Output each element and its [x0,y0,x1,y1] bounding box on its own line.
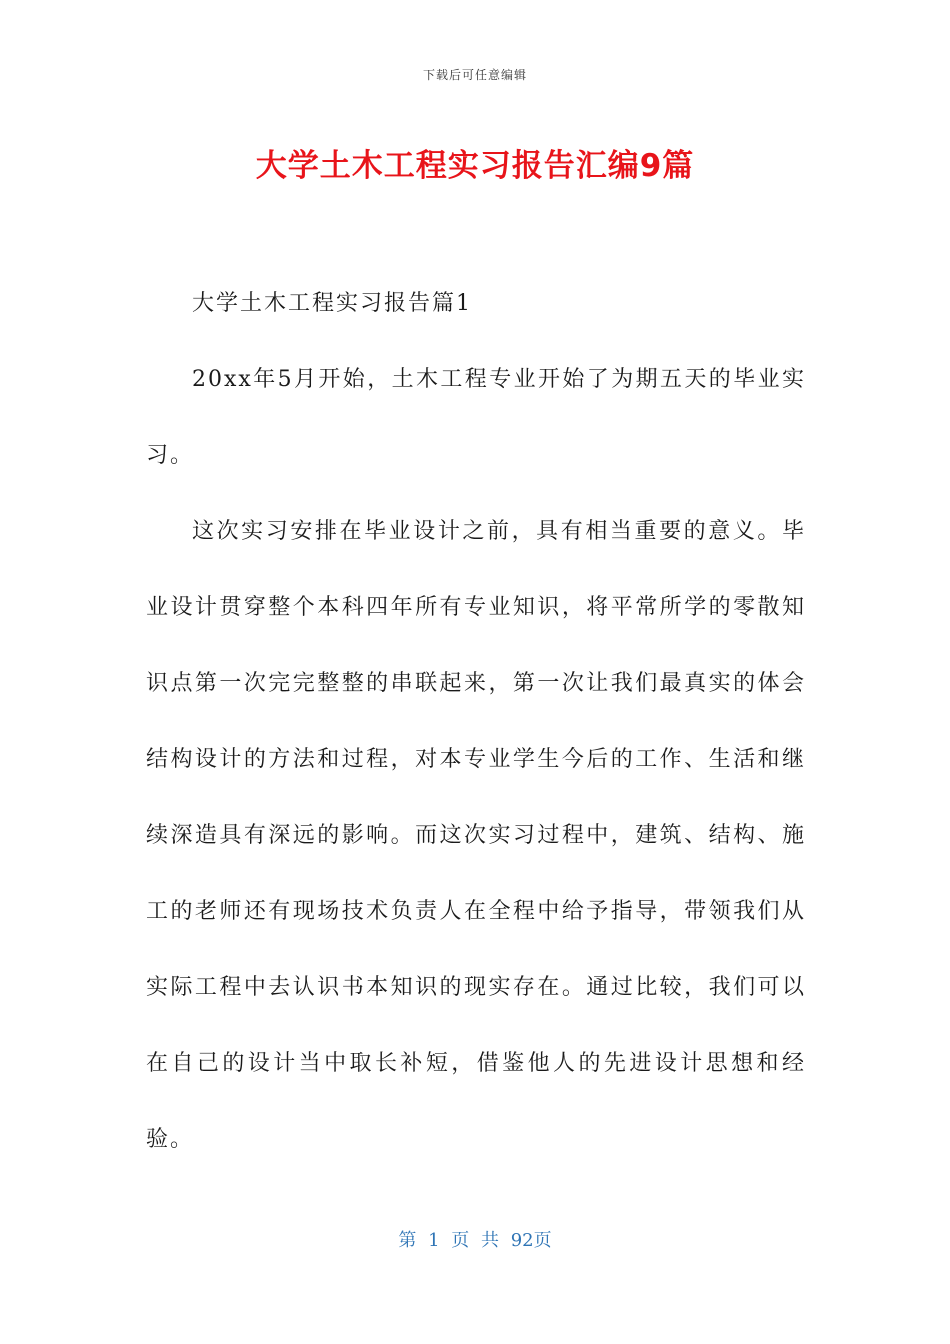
header-note: 下载后可任意编辑 [422,68,527,82]
section-heading: 大学土木工程实习报告篇1 [192,291,472,316]
page-number-footer: 第 1 页 共 92页 [398,1230,552,1251]
document-body [146,266,806,1178]
document-title: 大学土木工程实习报告汇编9篇 [255,148,695,184]
paragraph-2: 这次实习安排在毕业设计之前，具有相当重要的意义。毕业设计贯穿整个本科四年所有专业知识，将平常所学的零散知识点第一次完完整整的串联起来，第一次让我们最真实的体会结构设计的方法和过程，对本专业学生今后的工作、生活和继续深造具有深远的影响。而这次实习过程中，建筑、结构、施工的老师还有现场技术负责人在全程中给予指导，带领我们从实际工程中去认识书本知识的现实存在。通过比较，我们可以在自己的设计当中取长补短，借鉴他人的先进设计思想和经验。 [146,519,806,1152]
paragraph-1: 20xx年5月开始，土木工程专业开始了为期五天的毕业实习。 [146,367,806,468]
